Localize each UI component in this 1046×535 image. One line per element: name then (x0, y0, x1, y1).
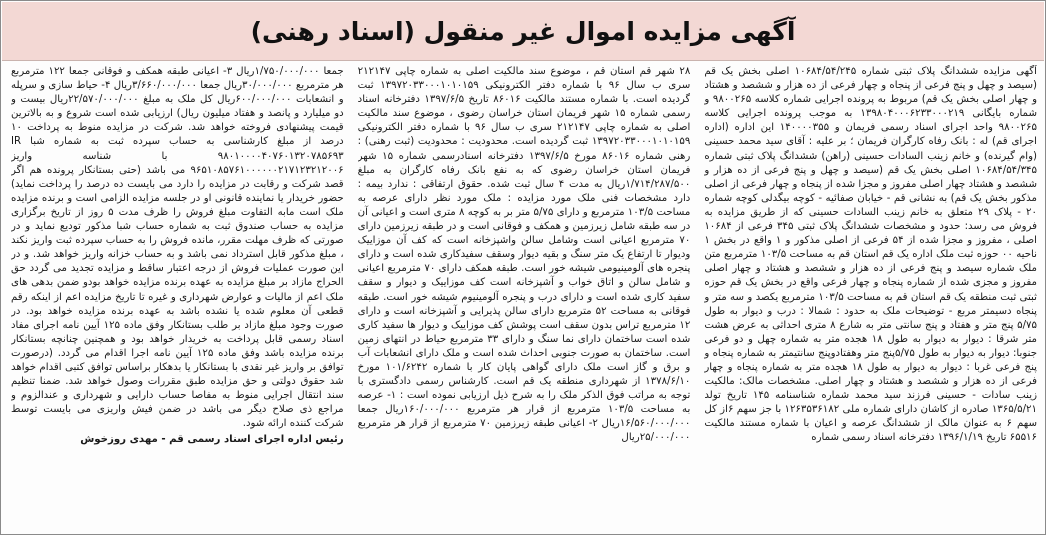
signature: رئیس اداره اجرای اسناد رسمی قم - مهدی روزخوش (80, 434, 344, 446)
notice-body (11, 65, 1037, 529)
column-right (704, 65, 1037, 529)
column-right-text: آگهی مزایده ششدانگ پلاک ثبتی شماره ۱۰۶۸۴/۵۴/۲۴۵ اصلی بخش یک قم (سیصد و چهل و پنج فرعی از پنجاه و چهار فرعی از ده هزار و ششصد و هشتاد و چهار اصلی بخش یک قم) مربوط به پرونده اجرایی شماره کلاسه ۹۸۰۰۲۶۵ و شماره بایگانی ۱۳۹۸۰۴۰۰۰۶۲۳۳۰۰۰۲۱۹ به موجب پرونده اجرایی کلاسه ۹۸۰۰۲۶۵ واحد اجرای اسناد رسمی فریمان و ۱۴۰۰۰۰۳۵۵ این اداره (اداره اجرای قم) له : بانک رفاه کارگران فریمان ؛ بر علیه : آقای سید محمد حسینی (وام گیرنده) و خانم زینب السادات حسینی (راهن) ششدانگ پلاک ثبتی شماره ۱۰۶۸۴/۵۴/۳۴۵ اصلی بخش یک قم (سیصد و چهل و پنج فرعی از ده هزار و ششصد و هشتاد چهار اصلی مفروز و مجزا شده از پنجاه و چهار فرعی از اصلی مذکور بخش یک قم) به نشانی قم - خیابان صفائیه - کوچه بیگدلی کوچه شماره ۲۰ - پلاک ۲۹ متعلق به خانم زینب السادات حسینی که از طریق مزایده به فروش می رسد: حدود و مشخصات ششدانگ پلاک ثبتی ۳۴۵ فرعی از ۱۰۶۸۴ اصلی ، مفروز و مجزا شده از ۵۴ فرعی از اصلی مذکور و ۱ واقع در بخش ۱ ناحیه ۰۰ حوزه ثبت ملک اداره یک قم استان قم به مساحت ۱۰۳/۵ مترمربع متن ملک شماره سیصد و پنج فرعی از ده هزار و ششصد و هشتاد و چهار اصلی مفروز و مجزی شده از شماره پنجاه و چهار فرعی واقع در بخش یک قم حوزه ثبتی ثبت منطقه یک قم استان قم به مساحت ۱۰۳/۵ مترمربع یکصد و سه متر و پنجاه دسیمتر مربع - توضیحات ملک به حدود : شمالا : درب و دیوار به طول ۵/۷۵ پنج متر و هفتاد و پنج سانتی متر به شارع ۸ متری احداثی به عرض هشت متر شرقا : دیوار به دیوار به طول ۱۸ هجده متر به شماره چهل و دو فرعی جنوبا: دیوار به دیوار به طول ۵/۷۵پنج متر وهفتادوپنج سانتیمتر به شماره پنجاه و پنج فرعی غربا : دیوار به دیوار به طول ۱۸ هجده متر به شماره پنجاه و چهار فرعی از ده هزار و ششصد و هشتاد و چهار اصلی. مشخصات مالک: مالکیت زینب سادات - حسینی فرزند سید محمد شماره شناسنامه ۱۴۵ تاریخ تولد ۱۳۶۵/۵/۲۱ صادره از کاشان دارای شماره ملی ۱۲۶۳۵۳۶۱۸۲ با جز سهم ۶از کل سهم ۶ به عنوان مالک از ششدانگ عرصه و اعیان با شماره مستند مالکیت ۶۵۵۱۶ تاریخ ۱۳۹۶/۱/۱۹ دفترخانه اسناد رسمی شماره (704, 66, 1037, 444)
column-middle-text: ۲۸ شهر قم استان قم ، موضوع سند مالکیت اصلی به شماره چاپی ۲۱۲۱۴۷ سری ب سال ۹۶ با شماره دفتر الکترونیکی ۱۳۹۷۲۰۳۳۰۰۰۱۰۱۰۱۵۹ ثبت گردیده است. با شماره مستند مالکیت ۸۶۰۱۶ تاریخ ۱۳۹۷/۶/۵ دفترخانه اسناد رسمی شماره ۱۵ شهر فریمان استان خراسان رضوی ، موضوع سند مالکیت اصلی به شماره چاپی ۲۱۲۱۴۷ سری ب سال ۹۶ با شماره دفتر الکترونیکی ۱۳۹۷۲۰۳۳۰۰۰۱۰۱۰۱۵۹ ثبت گردیده است. محدودیت : محدودیت (ثبت رهنی) : رهنی شماره ۸۶۰۱۶ مورخ ۱۳۹۷/۶/۵ دفترخانه اسنادرسمی شماره ۱۵ شهر فریمان استان خراسان رضوی که به نفع بانک رفاه کارگران به مبلغ ۱/۷۱۴/۲۸۷/۵۰۰ریال به مدت ۴ سال ثبت شده. حقوق ارتفاقی : ندارد بیمه : دارد مشخصات فنی ملک مورد مزایده : ملک مورد نظر دارای عرصه به مساحت ۱۰۳/۵ مترمربع و دارای ۵/۷۵ متر بر به کوچه ۸ متری است و اعیانی آن در سه طبقه شامل زیرزمین و همکف و فوقانی است و در طبقه زیرزمین دارای ۷۰ مترمربع اعیانی است وشامل سالن واشپزخانه است که کف آن موزاییک ودیوار تا ارتفاع یک متر سنگ و بقیه دیوار وسقف سفیدکاری شده است و دارای پنجره های آلومینیومی شیشه خور است. طبقه همکف دارای ۷۰ مترمربع اعیانی و شامل سالن و اتاق خواب و آشپزخانه است کف موزاییک و دیوار و سقف سفید کاری شده است و دارای درب و پنجره آلومینیوم شیشه خور است. طبقه فوقانی به مساحت ۵۲ مترمربع دارای سالن پذیرایی و آشپزخانه است و دارای ۱۲ مترمربع تراس بدون سقف است پوشش کف موزاییک و دیوار ها سفید کاری شده است ساختمان دارای نما سنگ و دارای ۳۳ مترمربع حیاط در انتهای زمین است. ساختمان به صورت جنوبی احداث شده است و ملک دارای انشعابات آب و برق و گاز است ملک دارای گواهی پایان کار با شماره ۱۰۱/۶۲۴۲ مورخ ۱۳۷۸/۶/۱۰ از شهرداری منطقه یک قم است. کارشناس رسمی دادگستری با توجه به مراتب فوق الذکر ملک را به شرح ذیل ارزیابی نموده است : ۱- عرصه به مساحت ۱۰۳/۵ مترمربع از قرار هر مترمربع ۱۶۰/۰۰۰/۰۰۰ریال جمعا ۱۶/۵۶۰/۰۰۰/۰۰۰ریال ۲- اعیانی طبقه زیرزمین ۷۰ مترمربع از قرار هر مترمربع ۲۵/۰۰۰/۰۰۰ریال (357, 66, 691, 444)
column-middle (358, 65, 691, 529)
column-left-text: جمعا ۱/۷۵۰/۰۰۰/۰۰۰ریال ۳- اعیانی طبقه همکف و فوقانی جمعا ۱۲۲ مترمربع هر مترمربع ۳۰/۰۰۰/۰۰۰ریال جمعا ۳/۶۶۰/۰۰۰/۰۰۰ریال ۴- حیاط سازی و سرپله و انشعابات ۶۰۰/۰۰۰/۰۰۰ریال کل ملک به مبلغ ۲۲/۵۷۰/۰۰۰/۰۰۰ریال بیست و دو میلیارد و پانصد و هفتاد میلیون ریال) ارزیابی شده است شروع و به بالاترین قیمت پیشنهادی فروخته خواهد شد. شرکت در مزایده منوط به پرداخت ۱۰ درصد از مبلغ کارشناسی به حساب سپرده ثبت به شماره شبا IR ۹۸۰۱۰۰۰۰۴۰۷۶۰۱۳۲۰۷۸۵۶۹۳ با شناسه واریز ۹۶۵۱۰۸۵۷۶۱۰۰۰۰۰۰۲۱۷۱۲۳۲۱۲۰۰۶ می باشد (حتی بستانکار پرونده هم اگر قصد شرکت و رقابت در مزایده را دارد می بایست ده درصد را پرداخت نماید) حضور خریدار یا نماینده قانونی او در جلسه مزایده الزامی است و برنده مزایده ملک است مابه التفاوت مبلغ فروش را ظرف مدت ۵ روز از تاریخ برگزاری مزایده به حساب صندوق ثبت به شماره حساب شبا مذکور تودیع نماید و در صورتی که ظرف مهلت مقرر، مانده فروش را به حساب سپرده ثبت واریز نکند ، مبلغ مذکور قابل استرداد نمی باشد و به حساب خزانه واریز خواهد شد. و در این صورت عملیات فروش از درجه اعتبار ساقط و مزایده تجدید می گردد حق الحراج مازاد بر مبلغ مزایده به عهده برنده مزایده خواهد بودو ضمن بدهی های ملک اعم از مالیات و عوارض شهرداری و غیره تا تاریخ مزایده اعم از اینکه رقم قطعی آن معلوم شده یا نشده باشد به عهده برنده مزایده خواهد بود. در صورت وجود مبلغ مازاد بر طلب بستانکار وفق ماده ۱۲۵ آیین نامه اجرای مفاد اسناد رسمی قابل پرداخت به خریدار خواهد بود و همچنین چنانچه بستانکار برنده مزایده باشد وفق ماده ۱۲۵ آیین نامه اجرا اقدام می گردد. (درصورت توافق بر واریز غیر نقدی با بستانکار یا بدهکار براساس توافق کتبی اقدام خواهد شد حقوق دولتی و حق مزایده طبق مقررات وصول خواهد شد. ضمنا تنظیم سند انتقال اجرایی منوط به مفاصا حساب دارایی و شهرداری و عندالزوم و مراجع ذی صلاح دیگر می باشد در ضمن فیش واریزی می بایست توسط شرکت کننده ارائه شود. (10, 66, 344, 430)
notice-title: آگهی مزایده اموال غیر منقول (اسناد رهنی) (250, 16, 796, 46)
column-left (11, 65, 344, 529)
title-banner (2, 2, 1044, 61)
